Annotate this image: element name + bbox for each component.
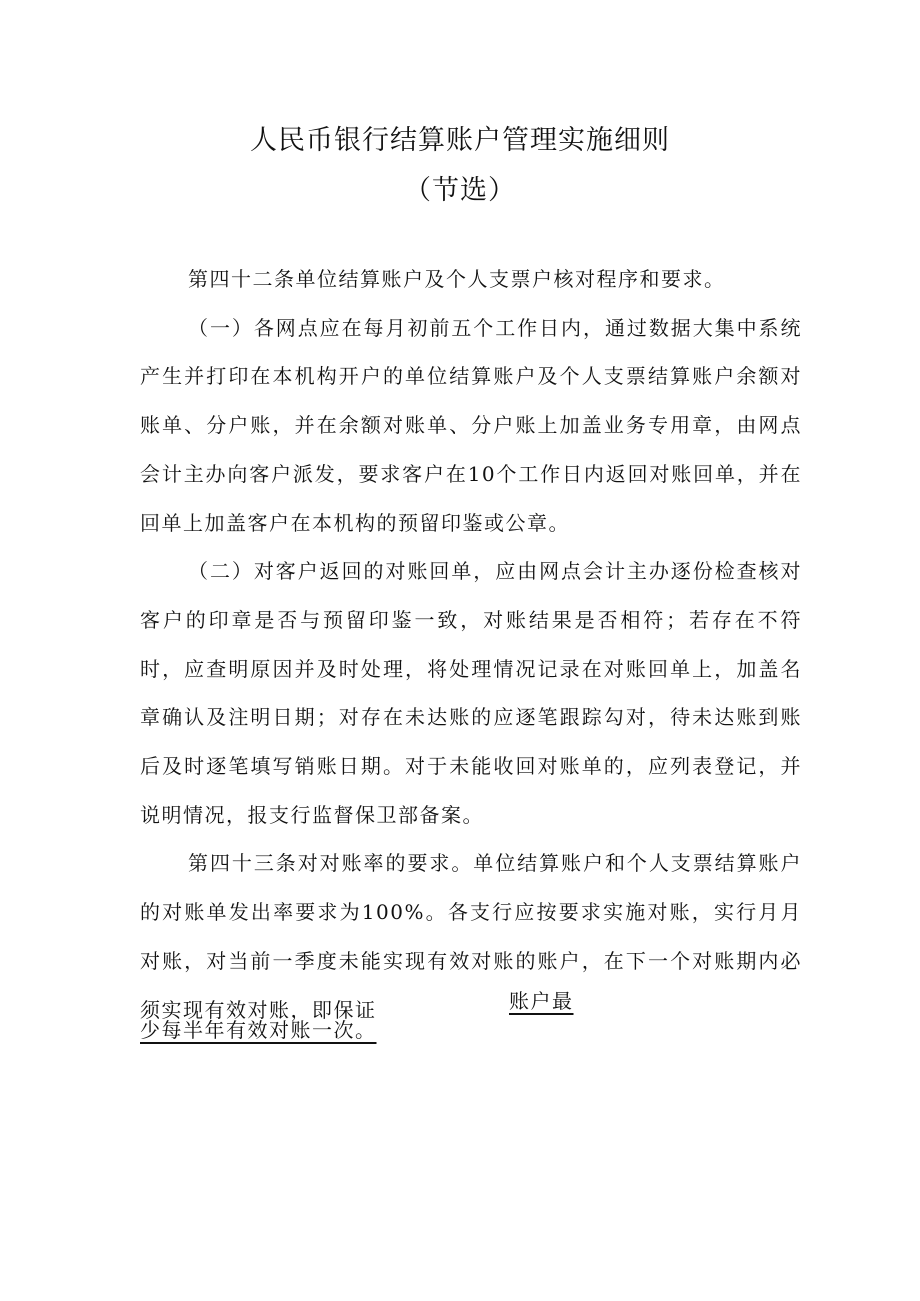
last-line [140, 1016, 377, 1044]
paragraph-item-2: （二）对客户返回的对账回单，应由网点会计主办逐份检查核对客户的印章是否与预留印鉴一致，对账结果是否相符；若存在不符时，应查明原因并及时处理，将处理情况记录在对账回单上，加盖名章确认及注明日期；对存在未达账的应逐笔跟踪勾对，待未达账到账后及时逐笔填写销账日期。对于未能收回对账单的，应列表登记，并说明情况，报支行监督保卫部备案。 [140, 559, 802, 827]
paragraph-article-43: 第四十三条对对账率的要求。单位结算账户和个人支票结算账户的对账单发出率要求为100%。各支行应按要求实施对账，实行月月对账，对当前一季度未能实现有效对账的账户，在下一个对账期内必须实现有效对账，即保证 [140, 851, 802, 1022]
underlined-tail-text: 账户最 [509, 989, 574, 1013]
document-subtitle: （节选） [404, 175, 516, 206]
document-title: 人民币银行结算账户管理实施细则 [250, 125, 670, 156]
paragraph-item-1: （一）各网点应在每月初前五个工作日内，通过数据大集中系统产生并打印在本机构开户的单位结算账户及个人支票结算账户余额对账单、分户账，并在余额对账单、分户账上加盖业务专用章，由网点会计主办向客户派发，要求客户在10个工作日内返回对账回单，并在回单上加盖客户在本机构的预留印鉴或公章。 [140, 315, 802, 535]
paragraph-article-42: 第四十二条单位结算账户及个人支票户核对程序和要求。 [188, 267, 726, 291]
underlined-last-line: 少每半年有效对账一次。 [140, 1018, 377, 1042]
document-body [140, 255, 802, 1034]
